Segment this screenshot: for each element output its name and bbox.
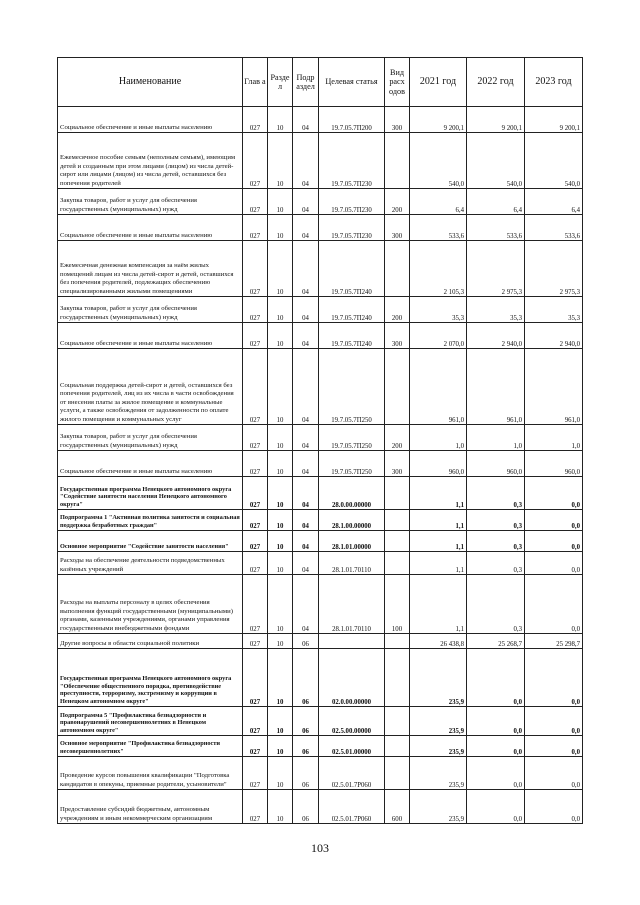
row-article: 19.7.05.7П200 [319,107,385,133]
row-article: 19.7.05.7П250 [319,425,385,451]
page-number: 103 [311,841,329,855]
row-podrazdel: 04 [293,349,319,425]
row-article: 02.5.01.7Р060 [319,790,385,824]
row-value-2023: 0,0 [525,575,583,634]
row-razdel: 10 [268,634,293,649]
row-value-2022: 540,0 [467,133,525,189]
row-podrazdel: 04 [293,215,319,241]
row-podrazdel: 06 [293,736,319,757]
header-vid: Вид расх одов [385,58,410,107]
row-podrazdel: 04 [293,133,319,189]
row-razdel: 10 [268,241,293,297]
table-row [58,323,583,349]
table-row [58,107,583,133]
row-value-2021: 1,1 [410,510,467,531]
row-value-2023: 0,0 [525,736,583,757]
row-vid: 300 [385,323,410,349]
row-value-2022: 6,4 [467,189,525,215]
row-glava: 027 [243,349,268,425]
row-value-2021: 235,9 [410,736,467,757]
row-name: Закупка товаров, работ и услуг для обеспечения государственных (муниципальных) нужд [58,297,243,323]
row-vid: 200 [385,189,410,215]
row-value-2023: 9 200,1 [525,107,583,133]
row-glava: 027 [243,649,268,707]
row-article: 19.7.05.7П230 [319,215,385,241]
header-razdel: Разде л [268,58,293,107]
row-value-2022: 0,0 [467,649,525,707]
row-name: Социальное обеспечение и иные выплаты населению [58,451,243,477]
row-value-2021: 961,0 [410,349,467,425]
row-value-2022: 0,3 [467,531,525,552]
row-article: 19.7.05.7П230 [319,133,385,189]
row-value-2023: 0,0 [525,531,583,552]
row-name: Расходы на обеспечение деятельности подведомственных казённых учреждений [58,552,243,575]
row-podrazdel: 04 [293,425,319,451]
row-article: 19.7.05.7П240 [319,323,385,349]
row-article: 19.7.05.7П240 [319,241,385,297]
row-vid: 200 [385,297,410,323]
row-name: Подпрограмма 1 "Активная политика занятости и социальная поддержка безработных граждан" [58,510,243,531]
row-name: Подпрограмма 5 "Профилактика безнадзорности и правонарушений несовершеннолетних в Ненецком автономном округе" [58,707,243,736]
row-podrazdel: 06 [293,757,319,790]
table-row [58,241,583,297]
row-name: Расходы на выплаты персоналу в целях обеспечения выполнения функций государственными (муниципальными) органами, казенными учреждениями, органами управления государственными внебюджетными фондами [58,575,243,634]
row-glava: 027 [243,451,268,477]
row-razdel: 10 [268,552,293,575]
row-value-2022: 35,3 [467,297,525,323]
budget-table [57,57,583,824]
row-vid: 600 [385,790,410,824]
table-row [58,133,583,189]
row-value-2021: 1,1 [410,477,467,510]
header-2021: 2021 год [410,58,467,107]
row-glava: 027 [243,241,268,297]
row-vid: 300 [385,215,410,241]
row-value-2023: 540,0 [525,133,583,189]
row-glava: 027 [243,477,268,510]
row-podrazdel: 04 [293,241,319,297]
row-value-2023: 0,0 [525,477,583,510]
row-razdel: 10 [268,189,293,215]
row-article: 28.1.01.70110 [319,575,385,634]
row-value-2022: 0,3 [467,552,525,575]
row-value-2022: 0,3 [467,510,525,531]
row-glava: 027 [243,323,268,349]
row-value-2022: 1,0 [467,425,525,451]
row-value-2021: 1,1 [410,575,467,634]
row-vid [385,241,410,297]
row-razdel: 10 [268,297,293,323]
row-value-2022: 533,6 [467,215,525,241]
row-vid [385,552,410,575]
row-glava: 027 [243,552,268,575]
row-podrazdel: 04 [293,531,319,552]
row-value-2022: 25 268,7 [467,634,525,649]
row-glava: 027 [243,757,268,790]
row-value-2022: 0,0 [467,757,525,790]
row-article: 19.7.05.7П250 [319,451,385,477]
header-name: Наименование [58,58,243,107]
row-glava: 027 [243,531,268,552]
row-podrazdel: 06 [293,790,319,824]
row-glava: 027 [243,790,268,824]
row-value-2022: 0,0 [467,707,525,736]
row-razdel: 10 [268,531,293,552]
row-value-2022: 0,3 [467,477,525,510]
row-value-2023: 0,0 [525,707,583,736]
row-value-2023: 960,0 [525,451,583,477]
row-value-2021: 2 105,3 [410,241,467,297]
row-vid: 200 [385,425,410,451]
row-value-2021: 2 070,0 [410,323,467,349]
row-article: 28.0.00.00000 [319,477,385,510]
row-value-2021: 6,4 [410,189,467,215]
row-glava: 027 [243,215,268,241]
row-glava: 027 [243,575,268,634]
row-article: 19.7.05.7П230 [319,189,385,215]
row-podrazdel: 04 [293,297,319,323]
row-name: Закупка товаров, работ и услуг для обеспечения государственных (муниципальных) нужд [58,189,243,215]
table-row [58,531,583,552]
row-name: Закупка товаров, работ и услуг для обеспечения государственных (муниципальных) нужд [58,425,243,451]
row-value-2023: 0,0 [525,510,583,531]
row-value-2021: 35,3 [410,297,467,323]
row-value-2021: 960,0 [410,451,467,477]
row-vid [385,531,410,552]
row-name: Ежемесячное пособие семьям (неполным семьям), имеющим детей и созданным при этом лицами (лицом) из числа детей-сирот или лицами (лицом) из числа детей, оставшихся без попечения родителей [58,133,243,189]
row-name: Основное мероприятие "Содействие занятости населения" [58,531,243,552]
row-glava: 027 [243,297,268,323]
table-body [58,107,583,824]
row-article [319,634,385,649]
header-2023: 2023 год [525,58,583,107]
row-glava: 027 [243,634,268,649]
row-article: 02.0.00.00000 [319,649,385,707]
header-article: Целевая статья [319,58,385,107]
row-razdel: 10 [268,323,293,349]
row-podrazdel: 06 [293,707,319,736]
row-vid [385,757,410,790]
row-article: 19.7.05.7П250 [319,349,385,425]
row-podrazdel: 04 [293,477,319,510]
row-razdel: 10 [268,215,293,241]
row-article: 19.7.05.7П240 [319,297,385,323]
row-value-2023: 0,0 [525,790,583,824]
row-name: Другие вопросы в области социальной политики [58,634,243,649]
row-razdel: 10 [268,510,293,531]
table-row [58,297,583,323]
row-value-2021: 235,9 [410,790,467,824]
row-vid [385,349,410,425]
row-razdel: 10 [268,790,293,824]
row-value-2022: 960,0 [467,451,525,477]
row-glava: 027 [243,189,268,215]
row-glava: 027 [243,736,268,757]
row-podrazdel: 04 [293,575,319,634]
table-row [58,425,583,451]
row-podrazdel: 04 [293,552,319,575]
row-name: Государственная программа Ненецкого автономного округа "Обеспечение общественного порядка, противодействие преступности, терроризму, экстремизму и коррупции в Ненецком автономном округе" [58,649,243,707]
row-value-2023: 1,0 [525,425,583,451]
header-glava: Глав а [243,58,268,107]
row-value-2021: 533,6 [410,215,467,241]
row-razdel: 10 [268,133,293,189]
row-value-2021: 1,0 [410,425,467,451]
row-article: 28.1.00.00000 [319,510,385,531]
row-value-2022: 0,0 [467,790,525,824]
row-podrazdel: 06 [293,649,319,707]
row-razdel: 10 [268,425,293,451]
header-podrazdel: Подр аздел [293,58,319,107]
row-value-2022: 0,0 [467,736,525,757]
row-value-2023: 0,0 [525,552,583,575]
row-value-2021: 540,0 [410,133,467,189]
row-podrazdel: 04 [293,510,319,531]
row-value-2023: 2 975,3 [525,241,583,297]
table-row [58,634,583,649]
row-vid [385,133,410,189]
table-row [58,477,583,510]
row-name: Проведение курсов повышения квалификации "Подготовка кандидатов в опекуны, приемные родители, усыновители" [58,757,243,790]
row-vid: 300 [385,451,410,477]
row-vid [385,510,410,531]
row-razdel: 10 [268,757,293,790]
table-row [58,575,583,634]
header-2022: 2022 год [467,58,525,107]
row-article: 28.1.01.00000 [319,531,385,552]
row-value-2021: 26 438,8 [410,634,467,649]
row-article: 02.5.00.00000 [319,707,385,736]
row-vid [385,477,410,510]
table-header-row [58,58,583,107]
row-razdel: 10 [268,451,293,477]
row-razdel: 10 [268,649,293,707]
row-razdel: 10 [268,575,293,634]
row-value-2023: 961,0 [525,349,583,425]
row-podrazdel: 04 [293,107,319,133]
row-name: Социальное обеспечение и иные выплаты населению [58,107,243,133]
row-value-2022: 0,3 [467,575,525,634]
row-value-2023: 0,0 [525,757,583,790]
budget-table-sheet [57,57,582,824]
row-vid [385,649,410,707]
row-vid: 100 [385,575,410,634]
row-razdel: 10 [268,707,293,736]
table-row [58,707,583,736]
row-vid [385,634,410,649]
table-row [58,552,583,575]
row-value-2022: 9 200,1 [467,107,525,133]
row-name: Ежемесячная денежная компенсация за наём жилых помещений лицам из числа детей-сирот и детей, оставшихся без попечения родителей, подлежащих обеспечению специализированными жилыми помещениями [58,241,243,297]
row-podrazdel: 04 [293,323,319,349]
row-value-2023: 2 940,0 [525,323,583,349]
row-value-2022: 2 975,3 [467,241,525,297]
row-value-2023: 6,4 [525,189,583,215]
table-row [58,215,583,241]
row-value-2021: 9 200,1 [410,107,467,133]
row-name: Социальное обеспечение и иные выплаты населению [58,215,243,241]
row-vid: 300 [385,107,410,133]
row-article: 02.5.01.7Р060 [319,757,385,790]
row-podrazdel: 06 [293,634,319,649]
row-name: Предоставление субсидий бюджетным, автономным учреждениям и иным некоммерческим организациям [58,790,243,824]
row-article: 02.5.01.00000 [319,736,385,757]
row-value-2021: 235,9 [410,649,467,707]
row-razdel: 10 [268,477,293,510]
row-name: Государственная программа Ненецкого автономного округа "Содействие занятости населения Ненецкого автономного округа" [58,477,243,510]
row-glava: 027 [243,425,268,451]
row-value-2021: 235,9 [410,757,467,790]
row-article: 28.1.01.70110 [319,552,385,575]
row-value-2022: 961,0 [467,349,525,425]
table-row [58,757,583,790]
row-value-2021: 1,1 [410,552,467,575]
row-glava: 027 [243,133,268,189]
row-value-2023: 25 298,7 [525,634,583,649]
row-value-2022: 2 940,0 [467,323,525,349]
row-razdel: 10 [268,107,293,133]
table-row [58,189,583,215]
row-value-2023: 0,0 [525,649,583,707]
row-value-2021: 1,1 [410,531,467,552]
table-row [58,451,583,477]
row-razdel: 10 [268,349,293,425]
row-name: Основное мероприятие "Профилактика безнадзорности несовершеннолетних" [58,736,243,757]
row-value-2023: 533,6 [525,215,583,241]
row-name: Социальная поддержка детей-сирот и детей, оставшихся без попечения родителей, лиц из их числа в части освобождения от внесения платы за жилое помещение и коммунальные услуги, а также освобождения от задолженности по оплате жилого помещения и коммунальных услуг [58,349,243,425]
table-row [58,649,583,707]
row-podrazdel: 04 [293,189,319,215]
row-vid [385,707,410,736]
row-glava: 027 [243,510,268,531]
table-row [58,736,583,757]
table-row [58,510,583,531]
table-row [58,349,583,425]
row-podrazdel: 04 [293,451,319,477]
row-name: Социальное обеспечение и иные выплаты населению [58,323,243,349]
row-razdel: 10 [268,736,293,757]
row-vid [385,736,410,757]
row-value-2021: 235,9 [410,707,467,736]
table-row [58,790,583,824]
row-glava: 027 [243,107,268,133]
row-value-2023: 35,3 [525,297,583,323]
row-glava: 027 [243,707,268,736]
